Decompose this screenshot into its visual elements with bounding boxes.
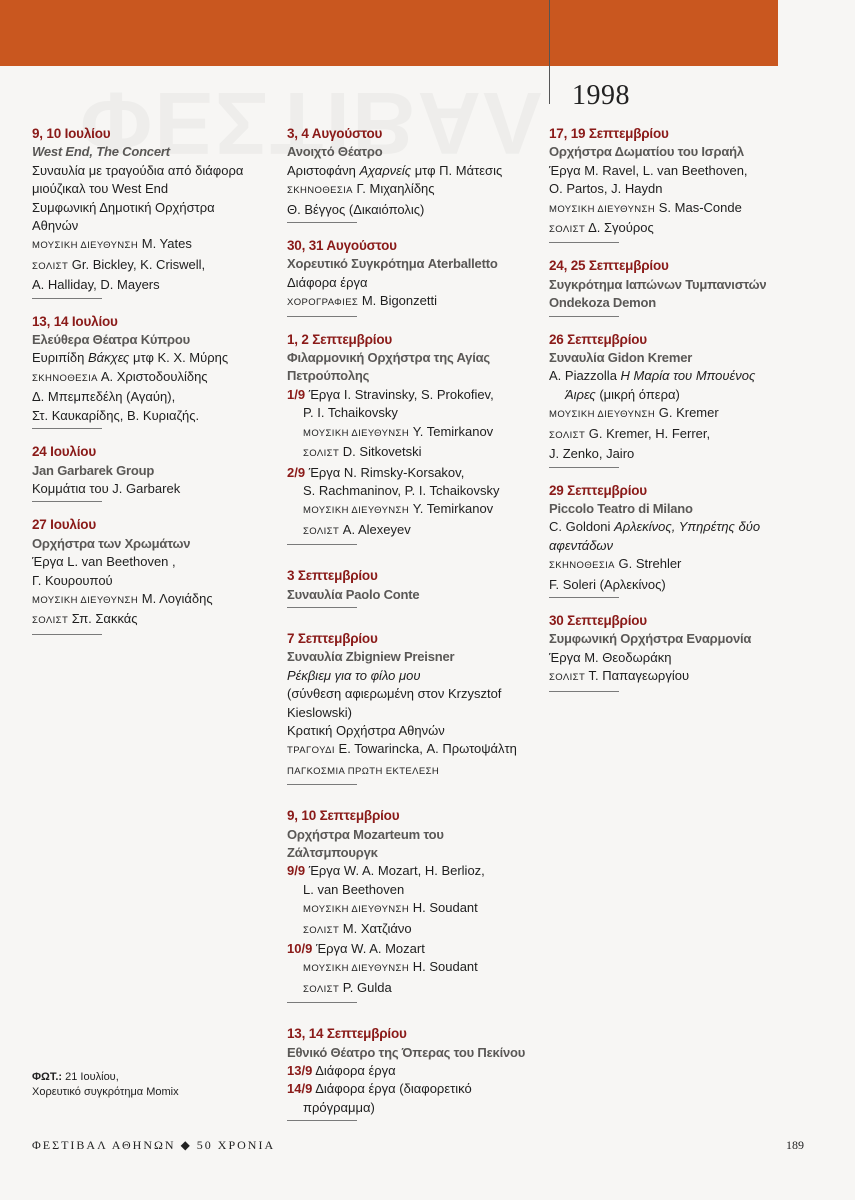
event-block: [32, 443, 272, 502]
credit-text: Έργα M. Ravel, L. van Beethoven,: [549, 162, 748, 178]
event-detail-line: [549, 576, 799, 594]
event-detail-line: [32, 349, 272, 367]
credit-role: ΣΟΛΙΣΤ: [549, 429, 586, 441]
credit-role: ΣΟΛΙΣΤ: [549, 672, 586, 684]
event-detail-line: [287, 404, 537, 422]
event-detail-line: [549, 537, 799, 555]
credit-text: Αθηνών: [32, 218, 79, 234]
event-detail-line: [549, 367, 799, 385]
credit-text: A. Alexeyev: [342, 521, 411, 537]
event-detail-line: [32, 180, 272, 198]
event-date: 13, 14 Σεπτεμβρίου: [287, 1026, 407, 1042]
header-divider-line: [549, 0, 550, 104]
credit-role: ΣΟΛΙΣΤ: [303, 525, 340, 537]
credit-role: ΠΑΓΚΟΣΜΙΑ ΠΡΩΤΗ ΕΚΤΕΛΕΣΗ: [287, 765, 440, 777]
credit-role: ΣΟΛΙΣΤ: [32, 615, 69, 627]
event-detail-line: [32, 610, 272, 630]
credit-role: ΣΟΛΙΣΤ: [549, 224, 586, 236]
work-title: Βάκχες: [88, 350, 130, 366]
event-detail-line: [32, 407, 272, 425]
event-detail-line: [287, 292, 537, 312]
performance-date: 2/9: [287, 464, 306, 480]
schedule-column-3: [549, 125, 799, 692]
event-block: [287, 1025, 537, 1121]
event-detail-line: [549, 425, 799, 445]
event-date: 26 Σεπτεμβρίου: [549, 331, 647, 347]
credit-text: Σπ. Σακκάς: [71, 611, 138, 627]
event-date: 9, 10 Σεπτεμβρίου: [287, 808, 400, 824]
performance-date: 14/9: [287, 1081, 313, 1097]
event-block: [32, 313, 272, 429]
event-detail-line: [549, 518, 799, 536]
credit-text: S. Mas-Conde: [658, 199, 742, 215]
credit-text: Συναυλία με τραγούδια από διάφορα: [32, 162, 244, 178]
work-title: Ρέκβιεμ για το φίλο μου: [287, 667, 421, 683]
credit-text: L. van Beethoven: [303, 881, 405, 897]
event-detail-line: [549, 404, 799, 424]
event-detail-line: [287, 740, 537, 760]
credit-text: Έργα N. Rimsky-Korsakov,: [308, 464, 465, 480]
event-detail-line: [32, 388, 272, 406]
event-date: 30 Σεπτεμβρίου: [549, 612, 647, 628]
credit-text: Μ. Χατζιάνο: [342, 920, 412, 936]
credit-text: Στ. Καυκαρίδης, Β. Κυριαζής.: [32, 407, 200, 423]
photo-caption: [32, 1070, 179, 1100]
credit-role: ΣΟΛΙΣΤ: [32, 260, 69, 272]
photo-caption-date: 21 Ιουλίου,: [65, 1071, 119, 1083]
credit-role: ΤΡΑΓΟΥΔΙ: [287, 745, 335, 757]
credit-text: Ευριπίδη: [32, 350, 85, 366]
credit-text: Y. Temirkanov: [412, 423, 494, 439]
photo-caption-subject: Χορευτικό συγκρότημα Momix: [32, 1086, 179, 1098]
credit-role: ΜΟΥΣΙΚΗ ΔΙΕΥΘΥΝΣΗ: [32, 240, 139, 252]
schedule-column-2: [287, 125, 537, 1121]
credit-role: ΜΟΥΣΙΚΗ ΔΙΕΥΘΥΝΣΗ: [549, 203, 656, 215]
event-title: Χορευτικό Συγκρότημα Aterballetto: [287, 256, 498, 272]
credit-text: Μ. Λογιάδης: [141, 590, 213, 606]
event-detail-line: [287, 881, 537, 899]
event-detail-line: [287, 722, 537, 740]
performance-date: 9/9: [287, 863, 306, 879]
credit-text: Δ. Μπεμπεδέλη (Αγαύη),: [32, 389, 176, 405]
credit-text: Έργα W. A. Mozart: [315, 941, 425, 957]
credit-text: M. Yates: [141, 236, 192, 252]
event-date: 24 Ιουλίου: [32, 444, 96, 460]
credit-text: Α. Χριστοδουλίδης: [100, 368, 208, 384]
performance-date: 1/9: [287, 386, 306, 402]
event-detail-line: [32, 572, 272, 590]
event-detail-line: [32, 590, 272, 610]
event-detail-line: [287, 958, 537, 978]
credit-role: ΜΟΥΣΙΚΗ ΔΙΕΥΘΥΝΣΗ: [303, 963, 410, 975]
event-detail-line: [32, 199, 272, 217]
event-detail-line: [287, 201, 537, 219]
event-block: [32, 516, 272, 634]
event-detail-line: [32, 162, 272, 180]
event-date: 9, 10 Ιουλίου: [32, 126, 111, 141]
credit-text: Έργα W. A. Mozart, H. Berlioz,: [308, 863, 485, 879]
credit-text: J. Zenko, Jairo: [549, 446, 635, 462]
event-title: Ανοιχτό Θέατρο: [287, 144, 383, 160]
credit-text: πρόγραμμα): [303, 1099, 375, 1115]
event-block: [287, 630, 537, 785]
event-block: [549, 612, 799, 692]
event-detail-line: [287, 667, 537, 685]
event-date: 1, 2 Σεπτεμβρίου: [287, 331, 393, 347]
performance-date: 10/9: [287, 941, 313, 957]
credit-role: ΣΟΛΙΣΤ: [303, 448, 340, 460]
event-separator: [287, 316, 357, 317]
credit-role: ΜΟΥΣΙΚΗ ΔΙΕΥΘΥΝΣΗ: [303, 427, 410, 439]
event-detail-line: [287, 274, 537, 292]
credit-text: G. Strehler: [618, 556, 682, 572]
event-title: Συναυλία Gidon Kremer: [549, 350, 693, 366]
event-block: [549, 125, 799, 243]
credit-role: ΣΚΗΝΟΘΕΣΙΑ: [287, 185, 353, 197]
event-detail-line: [549, 445, 799, 463]
page-number: 189: [786, 1138, 804, 1152]
credit-text: Αριστοφάνη: [287, 162, 356, 178]
work-title: Η Μαρία του Μπουένος: [620, 368, 756, 384]
event-title: Ορχήστρα Δωματίου του Ισραήλ: [549, 144, 744, 160]
credit-text: H. Soudant: [412, 900, 478, 916]
event-separator: [549, 467, 619, 468]
work-title: αφεντάδων: [549, 537, 614, 553]
schedule-column-1: [32, 125, 272, 635]
work-title: Αρλεκίνος, Υπηρέτης δύο: [614, 519, 761, 535]
credit-text: S. Rachmaninov, P. I. Tchaikovsky: [303, 482, 500, 498]
footer-title: ΦΕΣΤΙΒΑΛ ΑΘΗΝΩΝ ◆ 50 ΧΡΟΝΙΑ: [32, 1138, 276, 1152]
credit-role: ΣΚΗΝΟΘΕΣΙΑ: [549, 560, 615, 572]
credit-text: H. Soudant: [412, 959, 478, 975]
event-date: 24, 25 Σεπτεμβρίου: [549, 258, 669, 274]
event-detail-line: [287, 500, 537, 520]
event-detail-line: [549, 162, 799, 180]
credit-text: D. Sitkovetski: [342, 444, 422, 460]
event-detail-line: [287, 423, 537, 443]
event-title: West End, The Concert: [32, 144, 170, 160]
event-separator: [32, 428, 102, 429]
event-block: [287, 331, 537, 545]
credit-text: Τ. Παπαγεωργίου: [588, 668, 690, 684]
credit-role: ΧΟΡΟΓΡΑΦΙΕΣ: [287, 297, 359, 309]
credit-role: ΜΟΥΣΙΚΗ ΔΙΕΥΘΥΝΣΗ: [549, 409, 656, 421]
event-date: 27 Ιουλίου: [32, 517, 96, 533]
event-detail-line: [287, 685, 537, 703]
credit-text: G. Kremer: [658, 405, 719, 421]
event-detail-line: [287, 386, 537, 404]
credit-text: E. Towarincka, Α. Πρωτοψάλτη: [338, 741, 517, 757]
event-detail-line: [549, 555, 799, 575]
event-block: [549, 331, 799, 468]
credit-text: Gr. Bickley, K. Criswell,: [71, 256, 206, 272]
event-detail-line: [287, 899, 537, 919]
event-detail-line: [287, 940, 537, 958]
event-detail-line: [287, 162, 537, 180]
event-detail-line: [287, 704, 537, 722]
credit-text: Y. Temirkanov: [412, 501, 494, 517]
event-detail-line: [287, 521, 537, 541]
event-detail-line: [32, 276, 272, 294]
event-date: 3 Σεπτεμβρίου: [287, 568, 378, 584]
event-title: Συμφωνική Ορχήστρα Εναρμονία: [549, 631, 752, 647]
event-detail-line: [287, 862, 537, 880]
credit-role: ΣΟΛΙΣΤ: [303, 983, 340, 995]
event-block: [287, 237, 537, 317]
event-detail-line: [32, 217, 272, 235]
credit-text: O. Partos, J. Haydn: [549, 181, 663, 197]
event-block: [549, 257, 799, 316]
credit-role: ΣΚΗΝΟΘΕΣΙΑ: [32, 372, 98, 384]
event-detail-line: [287, 482, 537, 500]
credit-text: Συμφωνική Δημοτική Ορχήστρα: [32, 199, 215, 215]
credit-text: Έργα Μ. Θεοδωράκη: [549, 649, 672, 665]
credit-text: μτφ Κ. Χ. Μύρης: [133, 350, 229, 366]
event-separator: [32, 501, 102, 502]
credit-text: Διάφορα έργα: [315, 1063, 396, 1079]
event-separator: [287, 1002, 357, 1003]
credit-text: P. Gulda: [342, 979, 392, 995]
event-detail-line: [549, 199, 799, 219]
event-separator: [549, 316, 619, 317]
credit-text: Κομμάτια του J. Garbarek: [32, 480, 181, 496]
credit-text: (μικρή όπερα): [599, 386, 680, 402]
credit-text: Διάφορα έργα (διαφορετικό: [315, 1081, 472, 1097]
event-detail-line: [32, 256, 272, 276]
event-separator: [549, 242, 619, 243]
event-detail-line: [287, 1080, 537, 1098]
event-detail-line: [287, 761, 537, 781]
event-separator: [287, 607, 357, 608]
event-separator: [287, 544, 357, 545]
event-title: Συναυλία Zbigniew Preisner: [287, 649, 455, 665]
credit-text: P. I. Tchaikovsky: [303, 405, 398, 421]
event-detail-line: [549, 386, 799, 404]
event-detail-line: [32, 235, 272, 255]
photo-caption-label: ΦΩΤ.:: [32, 1071, 63, 1083]
credit-text: Θ. Βέγγος (Δικαιόπολις): [287, 201, 425, 217]
event-title: Ελεύθερα Θέατρα Κύπρου: [32, 332, 190, 348]
event-separator: [287, 1120, 357, 1121]
credit-text: Κρατική Ορχήστρα Αθηνών: [287, 722, 445, 738]
event-date: 30, 31 Αυγούστου: [287, 238, 397, 254]
event-title: Piccolo Teatro di Milano: [549, 500, 693, 516]
event-separator: [549, 691, 619, 692]
page-year: 1998: [572, 80, 630, 111]
event-detail-line: [287, 1062, 537, 1080]
event-date: 29 Σεπτεμβρίου: [549, 482, 647, 498]
event-separator: [287, 784, 357, 785]
event-detail-line: [287, 1099, 537, 1117]
credit-text: Έργα L. van Beethoven ,: [32, 554, 176, 570]
credit-text: A. Piazzolla: [549, 368, 617, 384]
credit-text: Γ. Κουρουπού: [32, 572, 113, 588]
event-date: 7 Σεπτεμβρίου: [287, 630, 378, 646]
event-title: Jan Garbarek Group: [32, 462, 155, 478]
credit-role: ΣΟΛΙΣΤ: [303, 924, 340, 936]
event-date: 13, 14 Ιουλίου: [32, 313, 118, 329]
event-detail-line: [287, 979, 537, 999]
event-detail-line: [287, 920, 537, 940]
event-detail-line: [549, 180, 799, 198]
credit-text: Kieslowski): [287, 704, 353, 720]
credit-role: ΜΟΥΣΙΚΗ ΔΙΕΥΘΥΝΣΗ: [303, 505, 410, 517]
credit-text: M. Bigonzetti: [361, 293, 437, 309]
event-block: [287, 567, 537, 608]
credit-role: ΜΟΥΣΙΚΗ ΔΙΕΥΘΥΝΣΗ: [303, 904, 410, 916]
event-detail-line: [287, 443, 537, 463]
credit-text: F. Soleri (Αρλεκίνος): [549, 576, 666, 592]
credit-text: μτφ Π. Μάτεσις: [414, 162, 503, 178]
credit-text: μιούζικαλ του West End: [32, 181, 169, 197]
credit-text: C. Goldoni: [549, 519, 611, 535]
event-title: Συγκρότημα Ιαπώνων Τυμπανιστών Ondekoza Demon: [549, 276, 767, 311]
event-separator: [287, 222, 357, 223]
event-block: [287, 125, 537, 223]
event-detail-line: [32, 553, 272, 571]
header-accent-bar: [0, 0, 778, 66]
credit-role: ΜΟΥΣΙΚΗ ΔΙΕΥΘΥΝΣΗ: [32, 594, 139, 606]
event-date: 3, 4 Αυγούστου: [287, 126, 383, 141]
event-detail-line: [549, 649, 799, 667]
event-title: Φιλαρμονική Ορχήστρα της Αγίας Πετρούπολης: [287, 350, 490, 384]
event-title: Συναυλία Paolo Conte: [287, 586, 420, 602]
credit-text: Έργα I. Stravinsky, S. Prokofiev,: [308, 386, 494, 402]
event-detail-line: [549, 667, 799, 687]
event-separator: [32, 634, 102, 635]
work-title: Αχαρνείς: [359, 162, 412, 178]
credit-text: A. Halliday, D. Mayers: [32, 277, 160, 293]
credit-text: Διάφορα έργα: [287, 274, 368, 290]
event-detail-line: [32, 480, 272, 498]
event-separator: [549, 597, 619, 598]
credit-text: Δ. Σγούρος: [588, 220, 654, 236]
event-detail-line: [287, 180, 537, 200]
credit-text: G. Kremer, H. Ferrer,: [588, 425, 711, 441]
event-title: Ορχήστρα Mozarteum του Ζάλτσμπουργκ: [287, 826, 444, 860]
work-title: Άιρες: [565, 386, 596, 402]
event-date: 17, 19 Σεπτεμβρίου: [549, 126, 669, 141]
performance-date: 13/9: [287, 1063, 313, 1079]
event-title: Ορχήστρα των Χρωμάτων: [32, 535, 191, 551]
event-detail-line: [549, 219, 799, 239]
credit-text: (σύνθεση αφιερωμένη στον Krzysztof: [287, 686, 502, 702]
event-block: [287, 807, 537, 1003]
event-detail-line: [287, 464, 537, 482]
event-title: Εθνικό Θέατρο της Όπερας του Πεκίνου: [287, 1044, 526, 1060]
event-block: [32, 125, 272, 299]
credit-text: Γ. Μιχαηλίδης: [356, 181, 435, 197]
event-block: [549, 482, 799, 598]
event-detail-line: [32, 368, 272, 388]
event-separator: [32, 298, 102, 299]
